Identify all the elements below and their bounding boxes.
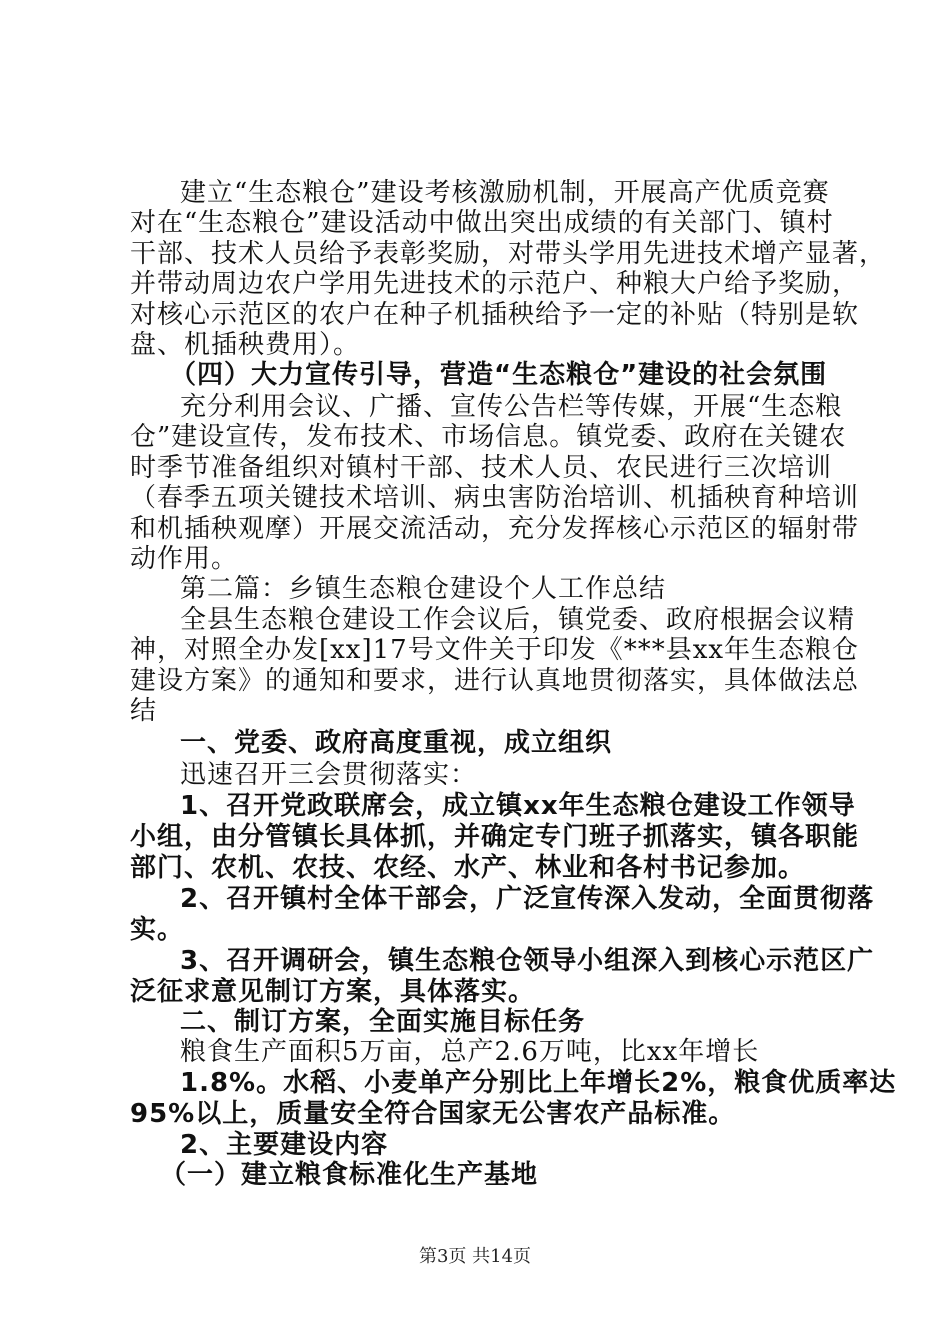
list-item: 2、召开镇村全体干部会，广泛宣传深入发动，全面贯彻落 (180, 884, 875, 914)
text-line: 充分利用会议、广播、宣传公告栏等传媒，开展“生态粮 (180, 392, 843, 422)
list-item-continued: 泛征求意见制订方案，具体落实。 (130, 977, 536, 1007)
text-line: 仓”建设宣传，发布技术、市场信息。镇党委、政府在关键农 (130, 422, 847, 452)
text-line: 1.8%。水稻、小麦单产分别比上年增长2%，粮食优质率达 (180, 1068, 897, 1098)
text-line: 95%以上，质量安全符合国家无公害农产品标准。 (130, 1099, 736, 1129)
text-line: 粮食生产面积5万亩，总产2.6万吨，比xx年增长 (180, 1037, 760, 1067)
text-line: 和机插秧观摩）开展交流活动，充分发挥核心示范区的辐射带 (130, 514, 860, 544)
page-number-footer: 第3页 共14页 (418, 1246, 532, 1267)
sub-heading: （一）建立粮食标准化生产基地 (160, 1160, 539, 1190)
text-line: 结 (130, 696, 158, 726)
text-line: 时季节准备组织对镇村干部、技术人员、农民进行三次培训 (130, 453, 833, 483)
list-item-continued: 实。 (130, 915, 185, 945)
list-item: 1、召开党政联席会，成立镇xx年生态粮仓建设工作领导 (180, 791, 856, 821)
list-item-continued: 小组，由分管镇长具体抓，并确定专门班子抓落实，镇各职能 (130, 822, 860, 852)
text-line: （春季五项关键技术培训、病虫害防治培训、机插秧育种培训 (130, 483, 860, 513)
text-line: 动作用。 (130, 544, 239, 574)
section-heading: 一、党委、政府高度重视，成立组织 (180, 728, 613, 758)
text-line: 全县生态粮仓建设工作会议后，镇党委、政府根据会议精 (180, 605, 856, 635)
text-line: 建立“生态粮仓”建设考核激励机制，开展高产优质竞赛 (180, 178, 830, 208)
list-item-continued: 部门、农机、农技、农经、水产、林业和各村书记参加。 (130, 853, 806, 883)
text-line: 盘、机插秧费用）。 (130, 330, 361, 360)
text-line: 并带动周边农户学用先进技术的示范户、种粮大户给予奖励， (130, 269, 860, 299)
chapter-title: 第二篇：乡镇生态粮仓建设个人工作总结 (180, 574, 667, 604)
text-line: 对在“生态粮仓”建设活动中做出突出成绩的有关部门、镇村 (130, 208, 834, 238)
section-heading: 二、制订方案，全面实施目标任务 (180, 1007, 586, 1037)
list-item: 3、召开调研会，镇生态粮仓领导小组深入到核心示范区广 (180, 946, 875, 976)
text-line: 对核心示范区的农户在种子机插秧给予一定的补贴（特别是软 (130, 300, 860, 330)
sub-heading: 2、主要建设内容 (180, 1130, 389, 1160)
section-heading: （四）大力宣传引导，营造“生态粮仓”建设的社会氛围 (170, 360, 828, 390)
text-line: 神，对照全办发[xx]17号文件关于印发《***县xx年生态粮仓 (130, 635, 860, 665)
text-line: 迅速召开三会贯彻落实： (180, 760, 478, 790)
text-line: 干部、技术人员给予表彰奖励，对带头学用先进技术增产显著， (130, 239, 887, 269)
text-line: 建设方案》的通知和要求，进行认真地贯彻落实，具体做法总 (130, 666, 860, 696)
